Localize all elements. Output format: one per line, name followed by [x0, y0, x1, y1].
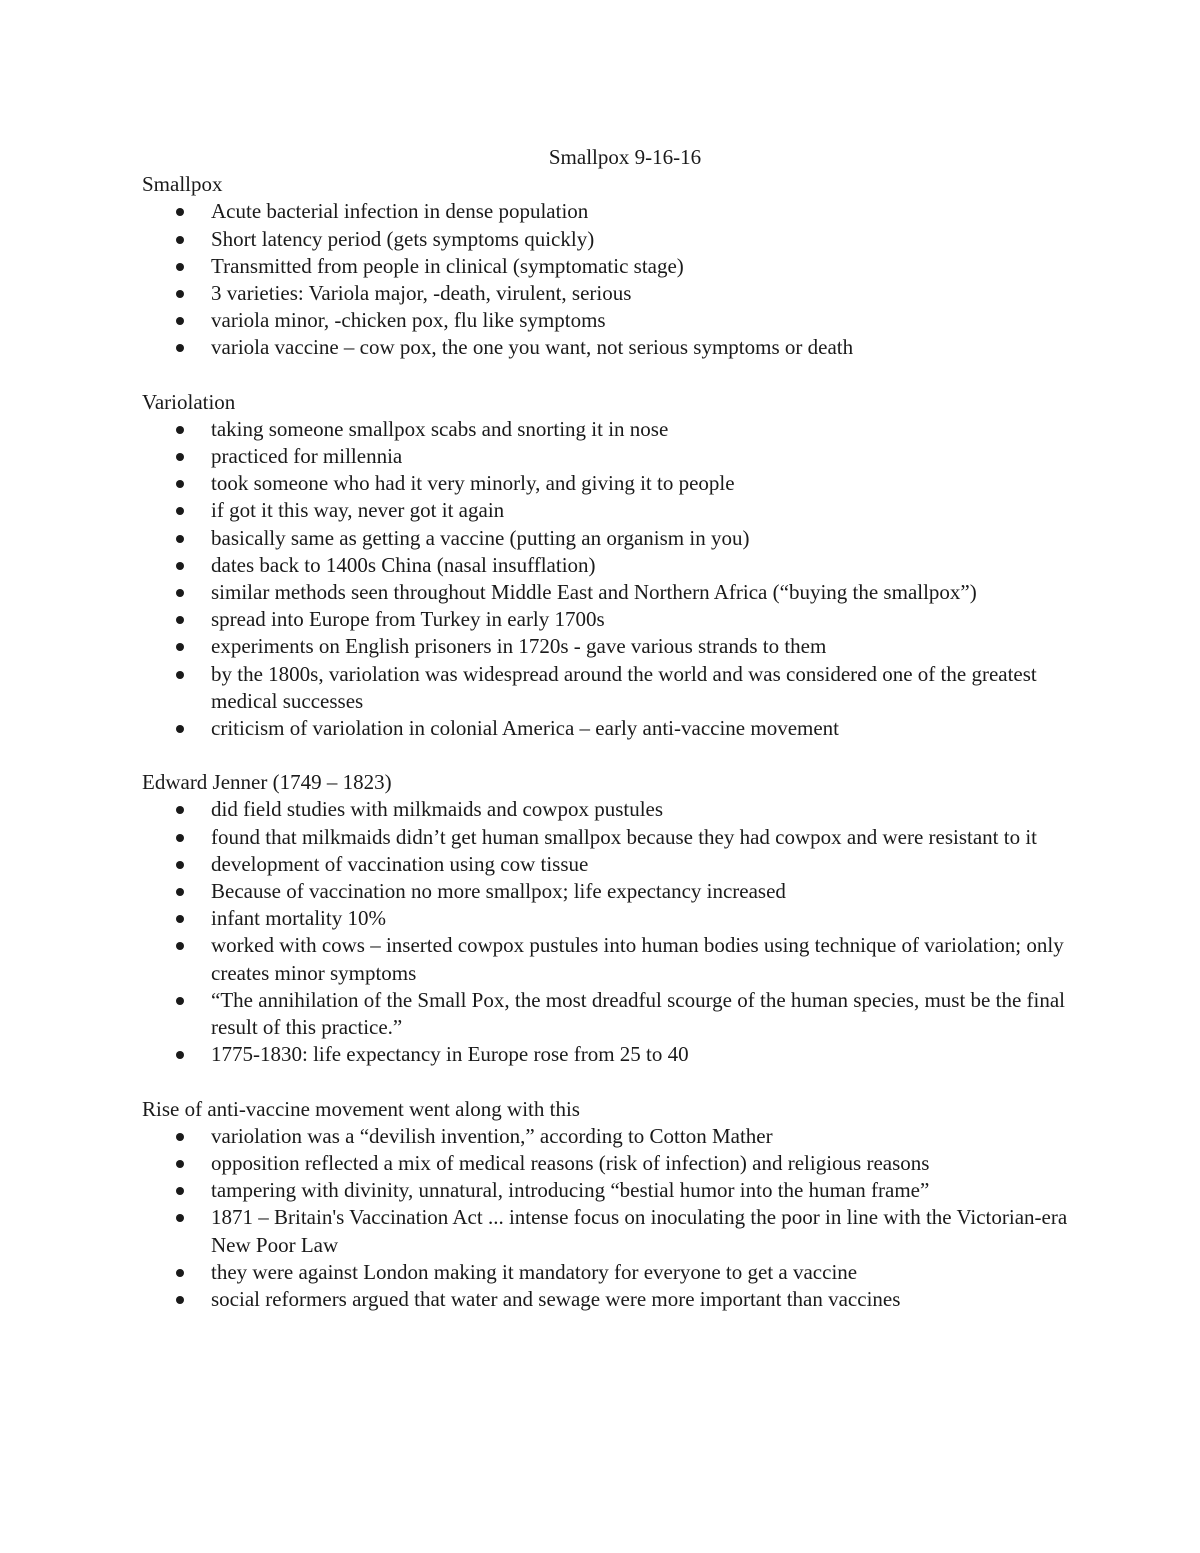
list-item: 1775-1830: life expectancy in Europe rose from 25 to 40 [142, 1041, 1072, 1068]
list-item: “The annihilation of the Small Pox, the most dreadful scourge of the human species, must be the final result of this practice.” [142, 987, 1072, 1041]
list-item: tampering with divinity, unnatural, introducing “bestial humor into the human frame” [142, 1177, 1072, 1204]
list-item: Acute bacterial infection in dense population [142, 198, 1072, 225]
list-item: development of vaccination using cow tissue [142, 851, 1072, 878]
section-variolation [142, 389, 1072, 743]
section-heading: Edward Jenner (1749 – 1823) [142, 770, 392, 795]
section-edward-jenner [142, 769, 1072, 1068]
list-item: similar methods seen throughout Middle East and Northern Africa (“buying the smallpox”) [142, 579, 1072, 606]
bullet-list [142, 1123, 1072, 1313]
list-item: practiced for millennia [142, 443, 1072, 470]
list-item: variolation was a “devilish invention,” according to Cotton Mather [142, 1123, 1072, 1150]
bullet-list [142, 796, 1072, 1068]
list-item: Transmitted from people in clinical (symptomatic stage) [142, 253, 1072, 280]
section-anti-vaccine-movement [142, 1096, 1072, 1314]
bullet-list [142, 198, 1072, 361]
list-item: dates back to 1400s China (nasal insufflation) [142, 552, 1072, 579]
list-item: spread into Europe from Turkey in early 1700s [142, 606, 1072, 633]
list-item: Because of vaccination no more smallpox; life expectancy increased [142, 878, 1072, 905]
list-item: worked with cows – inserted cowpox pustules into human bodies using technique of variolation; only creates minor symptoms [142, 932, 1072, 986]
list-item: basically same as getting a vaccine (putting an organism in you) [142, 525, 1072, 552]
section-smallpox [142, 171, 1072, 361]
list-item: social reformers argued that water and sewage were more important than vaccines [142, 1286, 1072, 1313]
list-item: did field studies with milkmaids and cowpox pustules [142, 796, 1072, 823]
list-item: taking someone smallpox scabs and snorting it in nose [142, 416, 1072, 443]
section-heading: Variolation [142, 389, 236, 414]
list-item: criticism of variolation in colonial America – early anti-vaccine movement [142, 715, 1072, 742]
list-item: 1871 – Britain's Vaccination Act ... intense focus on inoculating the poor in line with the Victorian-era New Poor Law [142, 1204, 1072, 1258]
list-item: they were against London making it mandatory for everyone to get a vaccine [142, 1259, 1072, 1286]
list-item: opposition reflected a mix of medical reasons (risk of infection) and religious reasons [142, 1150, 1072, 1177]
list-item: found that milkmaids didn’t get human smallpox because they had cowpox and were resistant to it [142, 824, 1072, 851]
list-item: Short latency period (gets symptoms quickly) [142, 226, 1072, 253]
document-title: Smallpox 9-16-16 [548, 145, 702, 169]
list-item: variola minor, -chicken pox, flu like symptoms [142, 307, 1072, 334]
bullet-list [142, 416, 1072, 742]
section-heading: Smallpox [142, 172, 223, 197]
list-item: experiments on English prisoners in 1720s - gave various strands to them [142, 633, 1072, 660]
section-heading: Rise of anti-vaccine movement went along with this [142, 1096, 580, 1121]
list-item: by the 1800s, variolation was widespread around the world and was considered one of the greatest medical successes [142, 661, 1072, 715]
document-page [142, 144, 1072, 1340]
list-item: variola vaccine – cow pox, the one you want, not serious symptoms or death [142, 334, 1072, 361]
list-item: 3 varieties: Variola major, -death, virulent, serious [142, 280, 1072, 307]
list-item: if got it this way, never got it again [142, 497, 1072, 524]
list-item: infant mortality 10% [142, 905, 1072, 932]
list-item: took someone who had it very minorly, and giving it to people [142, 470, 1072, 497]
